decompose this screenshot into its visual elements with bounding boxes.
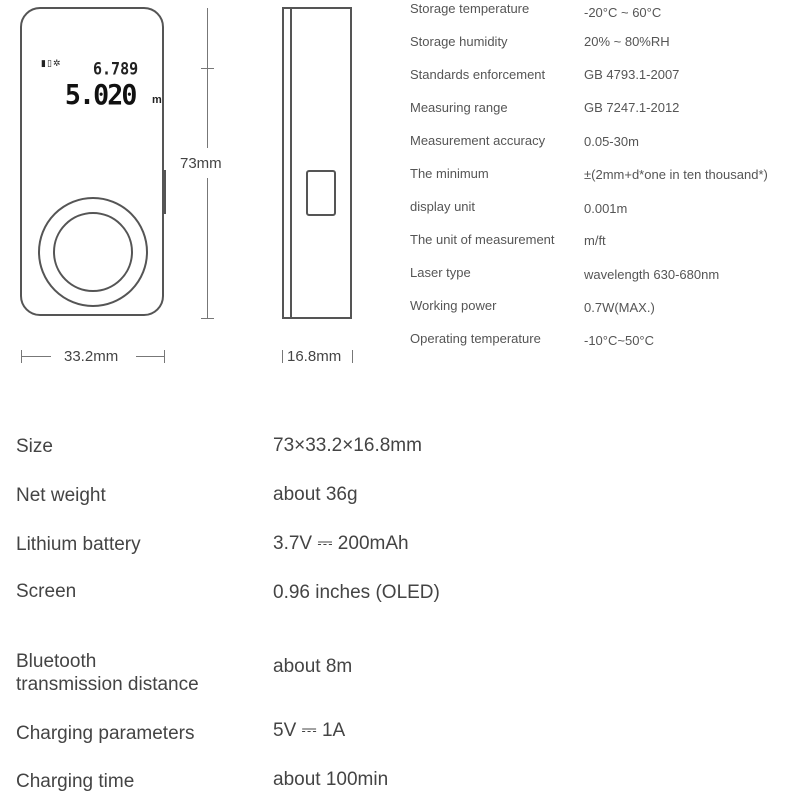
spec-value: 5V ⎓ 1A [273, 720, 346, 741]
screen-main-reading: 5.020 [64, 78, 136, 111]
spec-value: about 100min [273, 769, 389, 790]
spec-label: Standards enforcement [410, 67, 546, 82]
screen-secondary-reading: 6.789 [93, 59, 139, 79]
measure-button [53, 212, 133, 292]
spec-label: Charging parameters [16, 723, 195, 744]
spec-label: Bluetooth [16, 651, 97, 672]
spec-value: about 8m [273, 656, 353, 677]
spec-label: transmission distance [16, 674, 199, 695]
height-dimension-tick [201, 68, 214, 69]
spec-label: Measurement accuracy [410, 133, 546, 148]
spec-value: -20°C ~ 60°C [584, 5, 662, 20]
spec-label: Storage humidity [410, 34, 508, 49]
laser-window [306, 170, 336, 216]
spec-value: 20% ~ 80%RH [584, 34, 670, 49]
height-dimension-line-bottom [207, 178, 208, 318]
spec-value: 73×33.2×16.8mm [273, 435, 422, 456]
spec-value: 0.7W(MAX.) [584, 300, 655, 315]
spec-value: about 36g [273, 484, 358, 505]
spec-value: -10°C~50°C [584, 333, 655, 348]
depth-dimension-label: 16.8mm [287, 348, 342, 365]
height-dimension-label: 73mm [180, 155, 222, 172]
spec-label: Storage temperature [410, 1, 530, 16]
depth-dimension-tick-left [282, 350, 283, 363]
spec-label: Screen [16, 581, 77, 602]
spec-label: The unit of measurement [410, 232, 555, 247]
device-side-edge [290, 7, 292, 319]
height-dimension-tick-bottom [201, 318, 214, 319]
width-dimension-line-left [21, 356, 51, 357]
spec-label: Working power [410, 298, 497, 313]
spec-label: Laser type [410, 265, 471, 280]
screen-status-icons: ▮▯✲ [41, 58, 62, 68]
spec-label: Charging time [16, 771, 135, 792]
spec-value: GB 4793.1-2007 [584, 67, 680, 82]
spec-label: Size [16, 436, 53, 457]
spec-value: wavelength 630-680nm [584, 267, 720, 282]
width-dimension-tick-right [164, 350, 165, 363]
spec-value: GB 7247.1-2012 [584, 100, 680, 115]
spec-label: The minimum [410, 166, 489, 181]
spec-label: Net weight [16, 485, 106, 506]
spec-label: Measuring range [410, 100, 508, 115]
spec-value: 0.96 inches (OLED) [273, 582, 440, 603]
spec-label: display unit [410, 199, 476, 214]
spec-value: 0.001m [584, 201, 628, 216]
spec-value: m/ft [584, 233, 606, 248]
screen-unit: m [152, 94, 162, 106]
depth-dimension-tick-right [352, 350, 353, 363]
device-side-view [282, 7, 352, 319]
device-side-button [162, 170, 166, 214]
height-dimension-line-top [207, 8, 208, 148]
spec-label: Lithium battery [16, 534, 141, 555]
spec-value: 0.05-30m [584, 134, 639, 149]
spec-value: 3.7V ⎓ 200mAh [273, 533, 409, 554]
width-dimension-line-right [136, 356, 164, 357]
width-dimension-label: 33.2mm [64, 348, 119, 365]
spec-value: ±(2mm+d*one in ten thousand*) [584, 167, 768, 182]
device-screen [41, 52, 162, 112]
spec-label: Operating temperature [410, 331, 541, 346]
